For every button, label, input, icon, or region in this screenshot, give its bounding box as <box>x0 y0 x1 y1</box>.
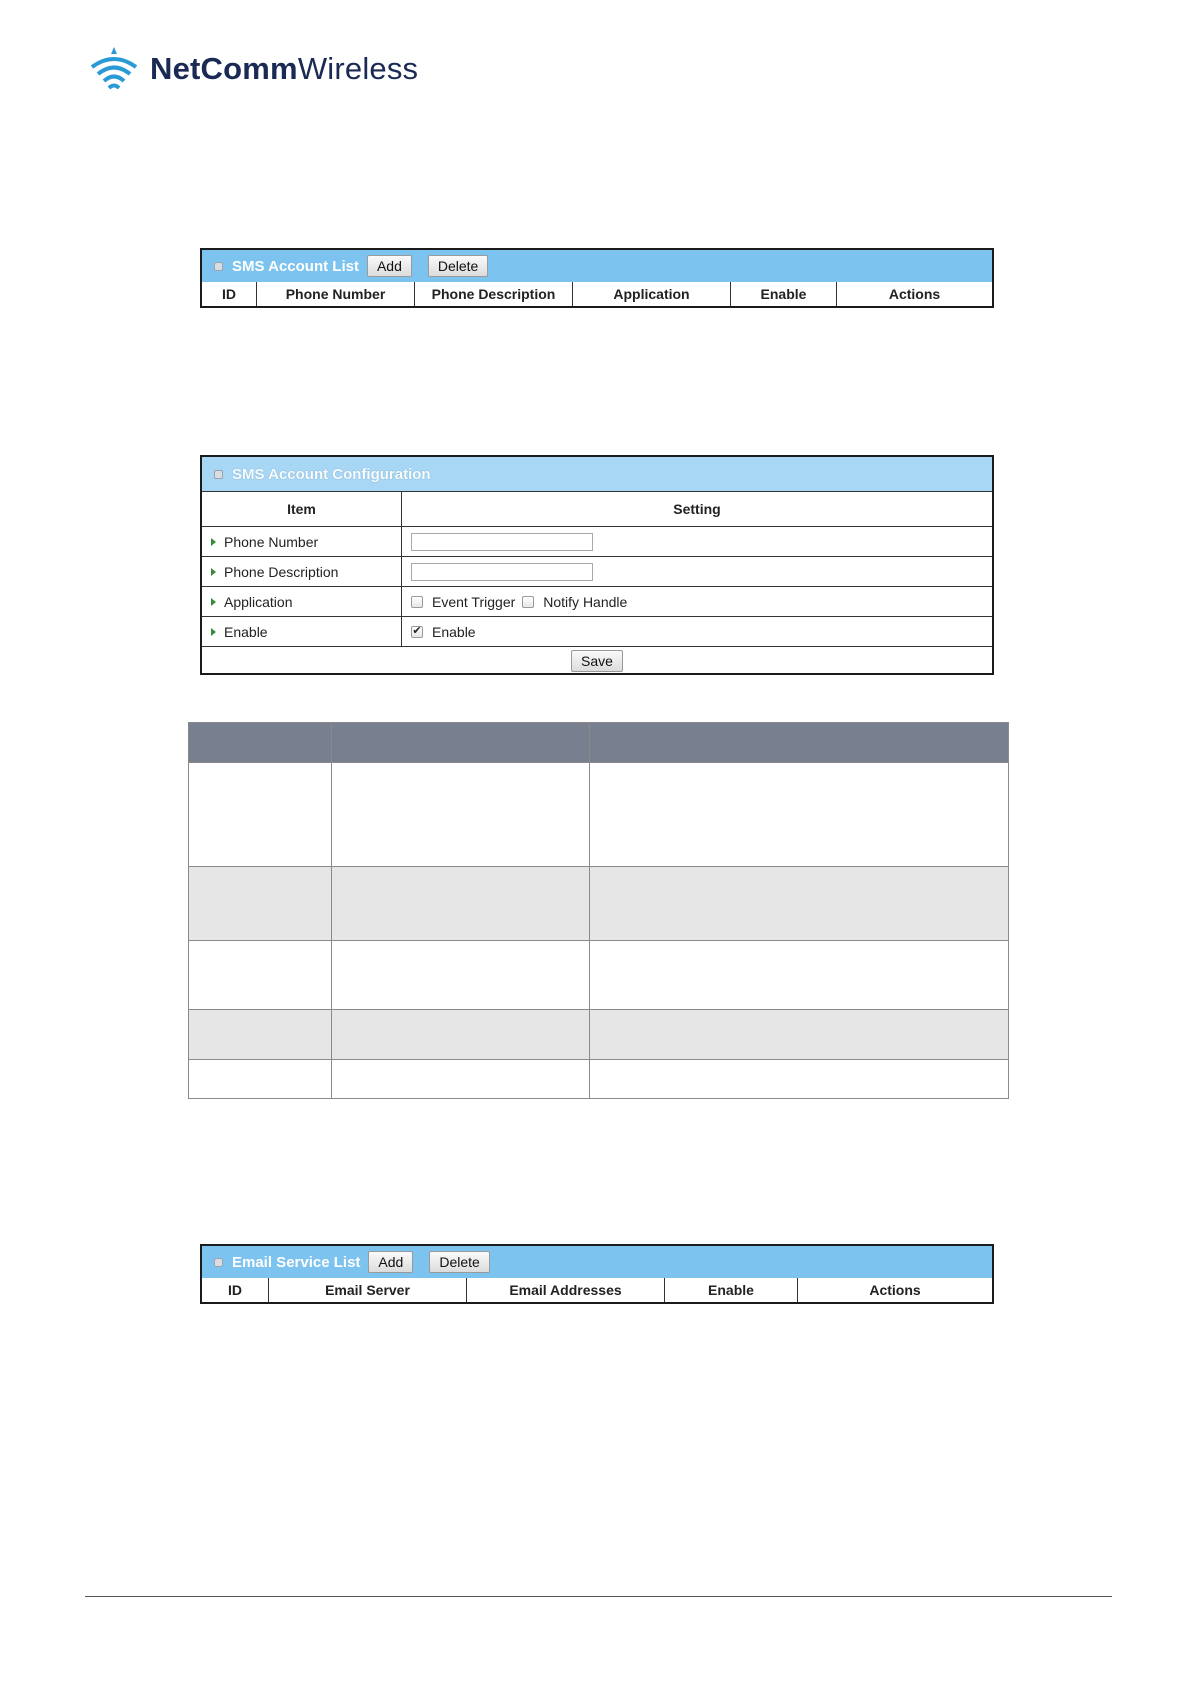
sms-config-title: SMS Account Configuration <box>232 465 431 483</box>
phone-number-row <box>202 526 992 556</box>
table-row <box>189 941 1009 1010</box>
column-header: Application <box>573 282 731 306</box>
phone-description-input[interactable] <box>411 563 593 581</box>
phone-description-label: Phone Description <box>224 563 339 580</box>
enable-checkbox-label: Enable <box>432 623 476 640</box>
panel-bullet-icon <box>214 262 223 271</box>
logo-bold: NetComm <box>150 51 298 86</box>
column-header: Phone Number <box>257 282 415 306</box>
table-row <box>189 1060 1009 1099</box>
email-list-columns <box>202 1278 992 1302</box>
enable-row <box>202 616 992 646</box>
enable-checkbox[interactable]: ✔ <box>412 625 422 637</box>
table-header-row <box>189 723 1009 763</box>
column-header: Actions <box>869 1282 921 1298</box>
table-row <box>189 867 1009 941</box>
column-header: Enable <box>665 1278 798 1302</box>
setting-header: Setting <box>673 501 721 517</box>
sms-account-list-header <box>202 250 992 282</box>
table-header-cell <box>332 723 590 763</box>
wifi-signal-icon <box>88 45 140 93</box>
panel-bullet-icon <box>214 1258 223 1267</box>
enable-row-label: Enable <box>224 623 268 640</box>
sms-account-config-panel <box>200 455 994 675</box>
table-header-cell <box>590 723 1009 763</box>
sms-list-columns <box>202 282 992 306</box>
table-row <box>189 763 1009 867</box>
phone-number-input[interactable] <box>411 533 593 551</box>
footer-divider <box>85 1596 1112 1597</box>
phone-number-label: Phone Number <box>224 533 319 550</box>
event-trigger-checkbox[interactable] <box>411 596 423 608</box>
notify-handle-label: Notify Handle <box>543 593 628 610</box>
phone-description-row <box>202 556 992 586</box>
item-header: Item <box>202 492 402 526</box>
table-row <box>189 1010 1009 1060</box>
notify-handle-checkbox[interactable] <box>522 596 534 608</box>
column-header: Enable <box>731 282 837 306</box>
column-header: ID <box>202 1278 269 1302</box>
sms-account-list-title: SMS Account List <box>232 257 359 275</box>
panel-bullet-icon <box>214 470 223 479</box>
table-header-cell <box>189 723 332 763</box>
sms-add-button[interactable]: Add <box>367 255 412 277</box>
column-header: Phone Description <box>415 282 573 306</box>
column-header: Email Addresses <box>467 1278 665 1302</box>
description-table <box>188 722 1009 1099</box>
email-service-list-header <box>202 1246 992 1278</box>
column-header: Email Server <box>269 1278 467 1302</box>
arrow-right-icon <box>211 568 216 576</box>
arrow-right-icon <box>211 628 216 636</box>
config-header-row <box>202 491 992 526</box>
email-delete-button[interactable]: Delete <box>429 1251 489 1273</box>
column-header: ID <box>202 282 257 306</box>
sms-account-list-panel <box>200 248 994 308</box>
sms-config-header <box>202 457 992 491</box>
save-button[interactable]: Save <box>571 650 623 672</box>
email-service-list-panel <box>200 1244 994 1304</box>
save-row <box>202 646 992 675</box>
arrow-right-icon <box>211 538 216 546</box>
logo-light: Wireless <box>297 51 419 86</box>
sms-delete-button[interactable]: Delete <box>428 255 488 277</box>
arrow-right-icon <box>211 598 216 606</box>
email-add-button[interactable]: Add <box>368 1251 413 1273</box>
netcomm-logo <box>88 44 418 94</box>
application-row <box>202 586 992 616</box>
event-trigger-label: Event Trigger <box>432 593 516 610</box>
application-label: Application <box>224 593 293 610</box>
logo-wordmark <box>150 51 418 87</box>
column-header: Actions <box>888 286 941 302</box>
email-service-list-title: Email Service List <box>232 1253 361 1271</box>
